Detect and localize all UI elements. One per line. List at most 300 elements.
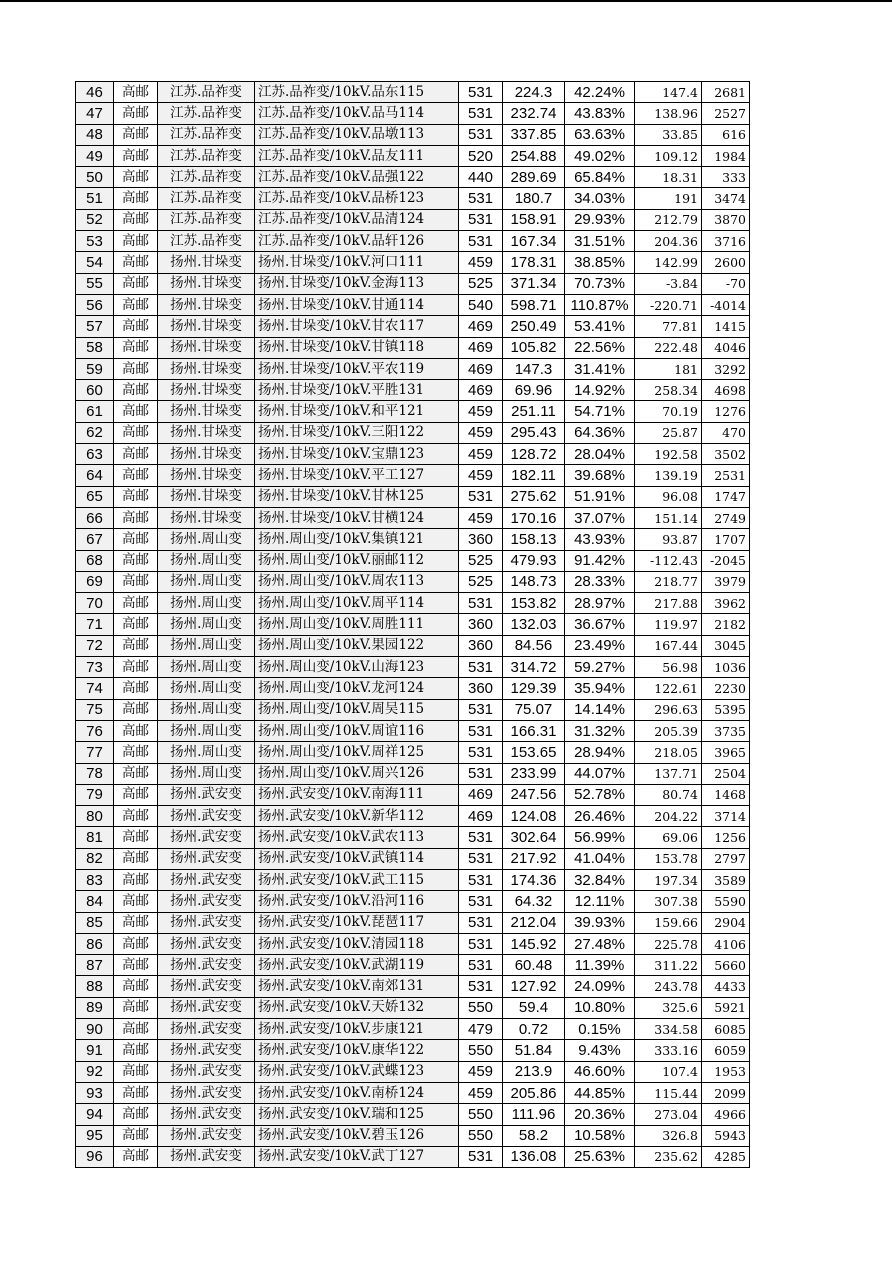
county-cell: 高邮: [114, 529, 158, 550]
row-number-cell: 60: [76, 380, 114, 401]
load-rate-cell: 91.42%: [565, 550, 635, 571]
load-rate-cell: 23.49%: [565, 635, 635, 656]
load-margin-cell: -3.84: [635, 273, 702, 294]
county-cell: 高邮: [114, 1146, 158, 1167]
row-number-cell: 72: [76, 635, 114, 656]
table-row: [76, 699, 750, 720]
load-rate-cell: 41.04%: [565, 848, 635, 869]
substation-cell: 扬州.武安变: [158, 933, 255, 954]
feeder-line-cell: 扬州.武安变/10kV.武湖119: [255, 955, 459, 976]
accessible-users-cell: 3979: [702, 571, 750, 592]
capacity-cell: 550: [459, 1125, 503, 1146]
feeder-line-cell: 扬州.武安变/10kV.新华112: [255, 806, 459, 827]
accessible-users-cell: 1415: [702, 316, 750, 337]
max-load-cell: 51.84: [503, 1040, 565, 1061]
load-margin-cell: 18.31: [635, 167, 702, 188]
load-margin-cell: 139.19: [635, 465, 702, 486]
max-load-cell: 145.92: [503, 933, 565, 954]
capacity-cell: 459: [459, 444, 503, 465]
county-cell: 高邮: [114, 869, 158, 890]
max-load-cell: 182.11: [503, 465, 565, 486]
feeder-line-cell: 扬州.甘垛变/10kV.甘镇118: [255, 337, 459, 358]
row-number-cell: 68: [76, 550, 114, 571]
load-margin-cell: 147.4: [635, 82, 702, 103]
row-number-cell: 85: [76, 912, 114, 933]
load-margin-cell: 212.79: [635, 209, 702, 230]
accessible-users-cell: 5660: [702, 955, 750, 976]
load-margin-cell: 107.4: [635, 1061, 702, 1082]
load-margin-cell: 33.85: [635, 124, 702, 145]
capacity-cell: 531: [459, 848, 503, 869]
county-cell: 高邮: [114, 1040, 158, 1061]
county-cell: 高邮: [114, 1125, 158, 1146]
capacity-cell: 540: [459, 294, 503, 315]
county-cell: 高邮: [114, 273, 158, 294]
capacity-cell: 459: [459, 252, 503, 273]
load-rate-cell: 14.92%: [565, 380, 635, 401]
table-row: [76, 784, 750, 805]
load-rate-cell: 31.32%: [565, 720, 635, 741]
county-cell: 高邮: [114, 337, 158, 358]
load-rate-cell: 22.56%: [565, 337, 635, 358]
county-cell: 高邮: [114, 252, 158, 273]
county-cell: 高邮: [114, 614, 158, 635]
row-number-cell: 59: [76, 358, 114, 379]
row-number-cell: 61: [76, 401, 114, 422]
load-rate-cell: 28.04%: [565, 444, 635, 465]
capacity-cell: 550: [459, 997, 503, 1018]
row-number-cell: 46: [76, 82, 114, 103]
capacity-cell: 440: [459, 167, 503, 188]
table-row: [76, 380, 750, 401]
row-number-cell: 69: [76, 571, 114, 592]
substation-cell: 扬州.甘垛变: [158, 252, 255, 273]
accessible-users-cell: 2904: [702, 912, 750, 933]
feeder-line-cell: 扬州.武安变/10kV.康华122: [255, 1040, 459, 1061]
substation-cell: 扬州.周山变: [158, 763, 255, 784]
county-cell: 高邮: [114, 678, 158, 699]
accessible-users-cell: 3502: [702, 444, 750, 465]
load-margin-cell: 296.63: [635, 699, 702, 720]
load-margin-cell: 70.19: [635, 401, 702, 422]
substation-cell: 扬州.武安变: [158, 784, 255, 805]
table-row: [76, 976, 750, 997]
feeder-line-cell: 扬州.武安变/10kV.南桥124: [255, 1082, 459, 1103]
row-number-cell: 70: [76, 593, 114, 614]
feeder-line-cell: 扬州.甘垛变/10kV.金海113: [255, 273, 459, 294]
capacity-cell: 360: [459, 614, 503, 635]
max-load-cell: 598.71: [503, 294, 565, 315]
county-cell: 高邮: [114, 806, 158, 827]
county-cell: 高邮: [114, 635, 158, 656]
substation-cell: 江苏.品祚变: [158, 145, 255, 166]
max-load-cell: 127.92: [503, 976, 565, 997]
county-cell: 高邮: [114, 316, 158, 337]
county-cell: 高邮: [114, 699, 158, 720]
row-number-cell: 51: [76, 188, 114, 209]
max-load-cell: 124.08: [503, 806, 565, 827]
county-cell: 高邮: [114, 294, 158, 315]
feeder-line-cell: 江苏.品祚变/10kV.品强122: [255, 167, 459, 188]
accessible-users-cell: -2045: [702, 550, 750, 571]
table-row: [76, 231, 750, 252]
county-cell: 高邮: [114, 550, 158, 571]
accessible-users-cell: 1747: [702, 486, 750, 507]
accessible-users-cell: 3589: [702, 869, 750, 890]
accessible-users-cell: 3870: [702, 209, 750, 230]
max-load-cell: 250.49: [503, 316, 565, 337]
max-load-cell: 153.65: [503, 742, 565, 763]
county-cell: 高邮: [114, 380, 158, 401]
accessible-users-cell: 2797: [702, 848, 750, 869]
max-load-cell: 84.56: [503, 635, 565, 656]
feeder-line-cell: 扬州.周山变/10kV.周平114: [255, 593, 459, 614]
row-number-cell: 55: [76, 273, 114, 294]
county-cell: 高邮: [114, 955, 158, 976]
table-row: [76, 933, 750, 954]
table-row: [76, 1104, 750, 1125]
load-rate-cell: 31.41%: [565, 358, 635, 379]
load-rate-cell: 20.36%: [565, 1104, 635, 1125]
accessible-users-cell: 1276: [702, 401, 750, 422]
feeder-line-cell: 扬州.甘垛变/10kV.和平121: [255, 401, 459, 422]
load-margin-cell: 273.04: [635, 1104, 702, 1125]
load-margin-cell: 225.78: [635, 933, 702, 954]
table-row: [76, 720, 750, 741]
capacity-cell: 360: [459, 678, 503, 699]
table-row: [76, 486, 750, 507]
table-row: [76, 188, 750, 209]
accessible-users-cell: 2527: [702, 103, 750, 124]
max-load-cell: 59.4: [503, 997, 565, 1018]
load-rate-cell: 37.07%: [565, 507, 635, 528]
substation-cell: 江苏.品祚变: [158, 231, 255, 252]
substation-cell: 扬州.武安变: [158, 955, 255, 976]
max-load-cell: 224.3: [503, 82, 565, 103]
county-cell: 高邮: [114, 103, 158, 124]
row-number-cell: 73: [76, 657, 114, 678]
substation-cell: 扬州.甘垛变: [158, 316, 255, 337]
substation-cell: 扬州.周山变: [158, 635, 255, 656]
max-load-cell: 251.11: [503, 401, 565, 422]
county-cell: 高邮: [114, 827, 158, 848]
load-margin-cell: 326.8: [635, 1125, 702, 1146]
load-margin-cell: 243.78: [635, 976, 702, 997]
county-cell: 高邮: [114, 742, 158, 763]
feeder-line-cell: 扬州.甘垛变/10kV.三阳122: [255, 422, 459, 443]
feeder-line-cell: 扬州.周山变/10kV.周胜111: [255, 614, 459, 635]
capacity-cell: 531: [459, 657, 503, 678]
county-cell: 高邮: [114, 145, 158, 166]
county-cell: 高邮: [114, 358, 158, 379]
load-margin-cell: 167.44: [635, 635, 702, 656]
substation-cell: 扬州.周山变: [158, 699, 255, 720]
row-number-cell: 64: [76, 465, 114, 486]
table-row: [76, 529, 750, 550]
row-number-cell: 71: [76, 614, 114, 635]
substation-cell: 扬州.甘垛变: [158, 273, 255, 294]
capacity-cell: 469: [459, 358, 503, 379]
feeder-line-cell: 扬州.甘垛变/10kV.甘横124: [255, 507, 459, 528]
accessible-users-cell: 3965: [702, 742, 750, 763]
feeder-line-cell: 扬州.武安变/10kV.南海111: [255, 784, 459, 805]
feeder-line-cell: 扬州.武安变/10kV.步康121: [255, 1019, 459, 1040]
table-row: [76, 145, 750, 166]
row-number-cell: 82: [76, 848, 114, 869]
table-row: [76, 891, 750, 912]
capacity-cell: 531: [459, 891, 503, 912]
row-number-cell: 84: [76, 891, 114, 912]
load-margin-cell: 192.58: [635, 444, 702, 465]
load-rate-cell: 27.48%: [565, 933, 635, 954]
table-row: [76, 571, 750, 592]
load-rate-cell: 63.63%: [565, 124, 635, 145]
max-load-cell: 60.48: [503, 955, 565, 976]
feeder-line-cell: 扬州.甘垛变/10kV.河口111: [255, 252, 459, 273]
substation-cell: 扬州.武安变: [158, 997, 255, 1018]
max-load-cell: 212.04: [503, 912, 565, 933]
max-load-cell: 128.72: [503, 444, 565, 465]
row-number-cell: 77: [76, 742, 114, 763]
table-row: [76, 593, 750, 614]
substation-cell: 扬州.武安变: [158, 1040, 255, 1061]
load-rate-cell: 52.78%: [565, 784, 635, 805]
capacity-cell: 479: [459, 1019, 503, 1040]
capacity-cell: 531: [459, 976, 503, 997]
row-number-cell: 50: [76, 167, 114, 188]
max-load-cell: 178.31: [503, 252, 565, 273]
max-load-cell: 148.73: [503, 571, 565, 592]
load-margin-cell: 25.87: [635, 422, 702, 443]
row-number-cell: 75: [76, 699, 114, 720]
substation-cell: 扬州.武安变: [158, 1104, 255, 1125]
feeder-line-cell: 扬州.武安变/10kV.武农113: [255, 827, 459, 848]
load-margin-cell: 235.62: [635, 1146, 702, 1167]
capacity-cell: 525: [459, 550, 503, 571]
accessible-users-cell: 2681: [702, 82, 750, 103]
accessible-users-cell: -70: [702, 273, 750, 294]
table-row: [76, 358, 750, 379]
row-number-cell: 94: [76, 1104, 114, 1125]
table-row: [76, 1061, 750, 1082]
substation-cell: 扬州.周山变: [158, 742, 255, 763]
feeder-line-cell: 扬州.武安变/10kV.天娇132: [255, 997, 459, 1018]
table-row: [76, 401, 750, 422]
feeder-line-cell: 扬州.武安变/10kV.武丁127: [255, 1146, 459, 1167]
load-rate-cell: 24.09%: [565, 976, 635, 997]
row-number-cell: 83: [76, 869, 114, 890]
row-number-cell: 76: [76, 720, 114, 741]
table-row: [76, 678, 750, 699]
capacity-cell: 531: [459, 188, 503, 209]
substation-cell: 江苏.品祚变: [158, 209, 255, 230]
row-number-cell: 54: [76, 252, 114, 273]
county-cell: 高邮: [114, 997, 158, 1018]
load-margin-cell: 222.48: [635, 337, 702, 358]
table-row: [76, 294, 750, 315]
substation-cell: 扬州.武安变: [158, 1019, 255, 1040]
capacity-cell: 531: [459, 912, 503, 933]
substation-cell: 江苏.品祚变: [158, 188, 255, 209]
feeder-line-cell: 扬州.甘垛变/10kV.平胜131: [255, 380, 459, 401]
substation-cell: 扬州.甘垛变: [158, 358, 255, 379]
load-margin-cell: 122.61: [635, 678, 702, 699]
load-margin-cell: 204.22: [635, 806, 702, 827]
max-load-cell: 174.36: [503, 869, 565, 890]
load-margin-cell: 205.39: [635, 720, 702, 741]
row-number-cell: 80: [76, 806, 114, 827]
accessible-users-cell: 4046: [702, 337, 750, 358]
max-load-cell: 0.72: [503, 1019, 565, 1040]
county-cell: 高邮: [114, 976, 158, 997]
load-rate-cell: 59.27%: [565, 657, 635, 678]
capacity-cell: 550: [459, 1104, 503, 1125]
substation-cell: 扬州.周山变: [158, 550, 255, 571]
feeder-line-cell: 扬州.周山变/10kV.周吴115: [255, 699, 459, 720]
table-row: [76, 167, 750, 188]
load-margin-cell: 258.34: [635, 380, 702, 401]
substation-cell: 扬州.周山变: [158, 529, 255, 550]
accessible-users-cell: 2099: [702, 1082, 750, 1103]
accessible-users-cell: 333: [702, 167, 750, 188]
max-load-cell: 111.96: [503, 1104, 565, 1125]
table-row: [76, 465, 750, 486]
load-margin-cell: 96.08: [635, 486, 702, 507]
substation-cell: 扬州.甘垛变: [158, 380, 255, 401]
load-margin-cell: 217.88: [635, 593, 702, 614]
accessible-users-cell: 6059: [702, 1040, 750, 1061]
feeder-line-cell: 扬州.武安变/10kV.琵琶117: [255, 912, 459, 933]
county-cell: 高邮: [114, 401, 158, 422]
load-margin-cell: 333.16: [635, 1040, 702, 1061]
capacity-cell: 531: [459, 763, 503, 784]
table-row: [76, 955, 750, 976]
feeder-line-cell: 江苏.品祚变/10kV.品轩126: [255, 231, 459, 252]
county-cell: 高邮: [114, 891, 158, 912]
feeder-line-cell: 扬州.周山变/10kV.丽邮112: [255, 550, 459, 571]
load-rate-cell: 39.93%: [565, 912, 635, 933]
accessible-users-cell: 3716: [702, 231, 750, 252]
county-cell: 高邮: [114, 571, 158, 592]
substation-cell: 扬州.周山变: [158, 571, 255, 592]
load-rate-cell: 10.80%: [565, 997, 635, 1018]
table-body: [76, 82, 750, 1168]
accessible-users-cell: 5943: [702, 1125, 750, 1146]
load-rate-cell: 64.36%: [565, 422, 635, 443]
max-load-cell: 167.34: [503, 231, 565, 252]
capacity-cell: 459: [459, 401, 503, 422]
feeder-line-cell: 扬州.周山变/10kV.周兴126: [255, 763, 459, 784]
capacity-cell: 531: [459, 103, 503, 124]
feeder-line-cell: 扬州.武安变/10kV.武蝶123: [255, 1061, 459, 1082]
county-cell: 高邮: [114, 1082, 158, 1103]
max-load-cell: 213.9: [503, 1061, 565, 1082]
substation-cell: 扬州.甘垛变: [158, 486, 255, 507]
accessible-users-cell: 4966: [702, 1104, 750, 1125]
feeder-line-cell: 扬州.周山变/10kV.集镇121: [255, 529, 459, 550]
load-rate-cell: 110.87%: [565, 294, 635, 315]
load-rate-cell: 9.43%: [565, 1040, 635, 1061]
max-load-cell: 147.3: [503, 358, 565, 379]
table-row: [76, 1040, 750, 1061]
row-number-cell: 93: [76, 1082, 114, 1103]
feeder-line-cell: 扬州.甘垛变/10kV.甘农117: [255, 316, 459, 337]
county-cell: 高邮: [114, 593, 158, 614]
max-load-cell: 275.62: [503, 486, 565, 507]
max-load-cell: 232.74: [503, 103, 565, 124]
capacity-cell: 531: [459, 593, 503, 614]
capacity-cell: 531: [459, 209, 503, 230]
table-row: [76, 912, 750, 933]
substation-cell: 扬州.武安变: [158, 848, 255, 869]
accessible-users-cell: 3735: [702, 720, 750, 741]
capacity-cell: 459: [459, 465, 503, 486]
row-number-cell: 53: [76, 231, 114, 252]
substation-cell: 扬州.武安变: [158, 806, 255, 827]
capacity-cell: 531: [459, 933, 503, 954]
table-row: [76, 997, 750, 1018]
feeder-line-cell: 扬州.周山变/10kV.龙河124: [255, 678, 459, 699]
accessible-users-cell: 1036: [702, 657, 750, 678]
county-cell: 高邮: [114, 486, 158, 507]
load-rate-cell: 56.99%: [565, 827, 635, 848]
county-cell: 高邮: [114, 720, 158, 741]
load-rate-cell: 28.94%: [565, 742, 635, 763]
row-number-cell: 87: [76, 955, 114, 976]
substation-cell: 扬州.武安变: [158, 1061, 255, 1082]
load-rate-cell: 42.24%: [565, 82, 635, 103]
county-cell: 高邮: [114, 422, 158, 443]
load-margin-cell: 311.22: [635, 955, 702, 976]
row-number-cell: 95: [76, 1125, 114, 1146]
table-row: [76, 742, 750, 763]
feeder-line-cell: 江苏.品祚变/10kV.品马114: [255, 103, 459, 124]
table-row: [76, 763, 750, 784]
capacity-cell: 360: [459, 529, 503, 550]
table-row: [76, 507, 750, 528]
max-load-cell: 254.88: [503, 145, 565, 166]
load-margin-cell: 334.58: [635, 1019, 702, 1040]
substation-cell: 扬州.周山变: [158, 657, 255, 678]
table-row: [76, 273, 750, 294]
row-number-cell: 67: [76, 529, 114, 550]
county-cell: 高邮: [114, 657, 158, 678]
accessible-users-cell: 5590: [702, 891, 750, 912]
table-row: [76, 209, 750, 230]
county-cell: 高邮: [114, 124, 158, 145]
load-rate-cell: 44.85%: [565, 1082, 635, 1103]
accessible-users-cell: 3292: [702, 358, 750, 379]
accessible-users-cell: 2230: [702, 678, 750, 699]
accessible-users-cell: 1256: [702, 827, 750, 848]
capacity-cell: 469: [459, 806, 503, 827]
load-margin-cell: 153.78: [635, 848, 702, 869]
max-load-cell: 289.69: [503, 167, 565, 188]
row-number-cell: 58: [76, 337, 114, 358]
substation-cell: 扬州.周山变: [158, 614, 255, 635]
load-rate-cell: 65.84%: [565, 167, 635, 188]
top-border-line: [0, 0, 892, 2]
substation-cell: 扬州.甘垛变: [158, 294, 255, 315]
accessible-users-cell: 1707: [702, 529, 750, 550]
max-load-cell: 166.31: [503, 720, 565, 741]
substation-cell: 扬州.甘垛变: [158, 422, 255, 443]
load-margin-cell: 307.38: [635, 891, 702, 912]
row-number-cell: 65: [76, 486, 114, 507]
accessible-users-cell: 3045: [702, 635, 750, 656]
max-load-cell: 132.03: [503, 614, 565, 635]
county-cell: 高邮: [114, 167, 158, 188]
